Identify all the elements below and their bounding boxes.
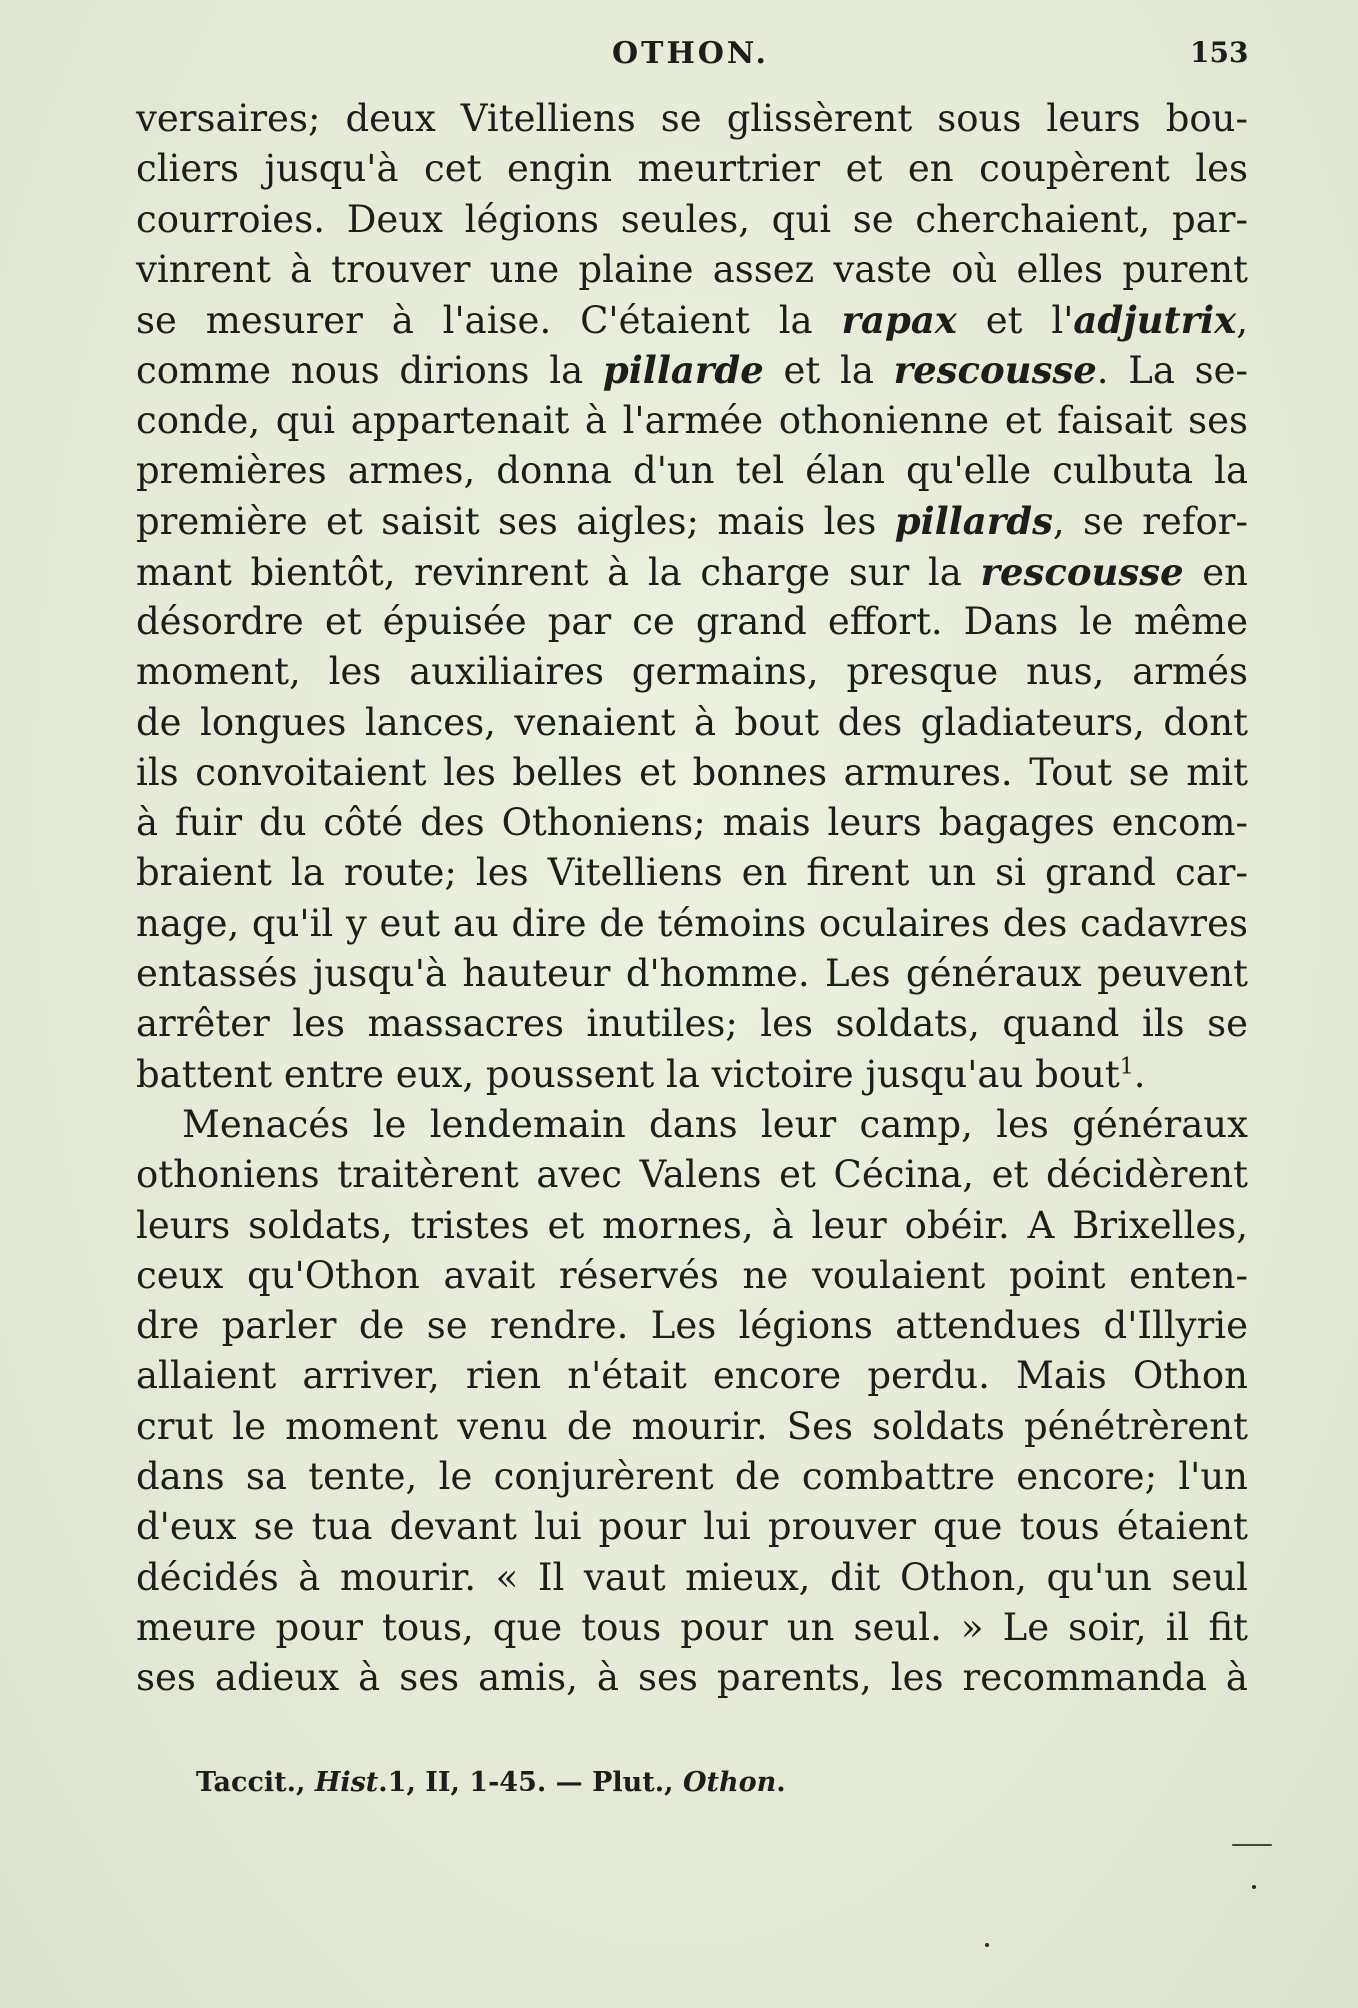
text-segment: décidés à mourir. « Il vaut mieux, dit Othon, qu'un seul xyxy=(136,1555,1248,1599)
text-segment: d'eux se tua devant lui pour lui prouver que tous étaient xyxy=(136,1505,1248,1549)
running-title: OTHON. xyxy=(612,36,769,71)
text-segment: allaient arriver, rien n'était encore perdu. Mais Othon xyxy=(136,1354,1248,1398)
body-text xyxy=(136,94,1248,1704)
text-segment: et l' xyxy=(956,299,1074,343)
text-segment: désordre et épuisée par ce grand effort. Dans le même xyxy=(136,599,1248,643)
text-line xyxy=(136,1603,1248,1653)
text-segment: othoniens traitèrent avec Valens et Cécina, et décidèrent xyxy=(136,1153,1248,1197)
text-line xyxy=(136,446,1248,496)
italic-term: pillarde xyxy=(602,348,764,393)
text-segment: , xyxy=(1236,299,1249,343)
text-line xyxy=(136,698,1248,748)
text-line xyxy=(136,1301,1248,1351)
text-segment: de longues lances, venaient à bout des gladiateurs, dont xyxy=(136,700,1248,744)
text-segment: meure pour tous, que tous pour un seul. » Le soir, il fit xyxy=(136,1605,1248,1649)
text-line xyxy=(136,295,1248,345)
text-segment: dans sa tente, le conjurèrent de combattre encore; l'un xyxy=(136,1455,1248,1499)
italic-term: Hist xyxy=(314,1767,379,1798)
text-segment: arrêter les massacres inutiles; les soldats, quand ils se xyxy=(136,1002,1248,1046)
text-segment: comme nous dirions la xyxy=(136,349,603,393)
text-segment: premières armes, donna d'un tel élan qu'elle culbuta la xyxy=(136,449,1248,493)
text-line xyxy=(136,597,1248,647)
text-segment: mant bientôt, revinrent à la charge sur la xyxy=(136,550,981,594)
text-line xyxy=(136,899,1248,949)
text-line xyxy=(136,647,1248,697)
text-segment: versaires; deux Vitelliens se glissèrent sous leurs bou- xyxy=(136,97,1248,140)
text-segment: vinrent à trouver une plaine assez vaste où elles purent xyxy=(136,247,1248,291)
text-segment: moment, les auxiliaires germains, presque nus, armés xyxy=(136,650,1248,694)
text-segment: nage, qu'il y eut au dire de témoins oculaires des cadavres xyxy=(136,901,1248,945)
italic-term: adjutrix xyxy=(1073,298,1237,343)
text-segment: conde, qui appartenait à l'armée othonienne et faisait ses xyxy=(136,398,1248,442)
text-segment: battent entre eux, poussent la victoire jusqu'au bout xyxy=(136,1052,1120,1096)
text-line xyxy=(136,1351,1248,1401)
italic-term: rapax xyxy=(841,298,957,343)
text-segment: Menacés le lendemain dans leur camp, les généraux xyxy=(182,1102,1248,1146)
text-segment: ils convoitaient les belles et bonnes armures. Tout se mit xyxy=(136,750,1248,794)
text-line xyxy=(136,848,1248,898)
text-line xyxy=(136,195,1248,245)
text-segment: entassés jusqu'à hauteur d'homme. Les généraux peuvent xyxy=(136,952,1248,996)
text-segment: ses adieux à ses amis, à ses parents, les recommanda à xyxy=(136,1656,1248,1700)
text-segment: leurs soldats, tristes et mornes, à leur obéir. A Brixelles, xyxy=(136,1203,1248,1247)
text-line xyxy=(136,1201,1248,1251)
text-line xyxy=(136,1050,1248,1100)
text-segment: en xyxy=(1183,550,1248,594)
text-line xyxy=(136,547,1248,597)
text-segment: . xyxy=(1133,1052,1146,1096)
text-line xyxy=(136,1251,1248,1301)
text-line xyxy=(136,949,1248,999)
text-line xyxy=(136,496,1248,546)
footnote xyxy=(196,1767,786,1798)
text-line xyxy=(136,1150,1248,1200)
text-line xyxy=(136,245,1248,295)
text-segment: .1, II, 1-45. — Plut., xyxy=(378,1767,683,1798)
page-number: 153 xyxy=(1190,36,1249,69)
text-line xyxy=(136,144,1248,194)
text-segment: Taccit., xyxy=(196,1767,315,1798)
italic-term: Othon xyxy=(682,1767,777,1798)
text-line xyxy=(136,1452,1248,1502)
text-segment: et la xyxy=(763,349,894,393)
text-line xyxy=(136,999,1248,1049)
footnote-marker: 1 xyxy=(1119,1054,1134,1080)
text-segment: dre parler de se rendre. Les légions attendues d'Illyrie xyxy=(136,1304,1248,1348)
text-segment: cliers jusqu'à cet engin meurtrier et en coupèrent les xyxy=(136,147,1248,191)
text-segment: première et saisit ses aigles; mais les xyxy=(136,500,895,544)
text-segment: à fuir du côté des Othoniens; mais leurs bagages encom- xyxy=(136,801,1248,845)
text-line xyxy=(136,1653,1248,1703)
text-segment: . La se- xyxy=(1096,349,1248,393)
running-head xyxy=(0,30,1358,70)
ink-speck xyxy=(985,1943,989,1947)
text-line xyxy=(136,748,1248,798)
text-segment: braient la route; les Vitelliens en firent un si grand car- xyxy=(136,851,1248,895)
text-line xyxy=(136,396,1248,446)
text-segment: ceux qu'Othon avait réservés ne voulaient point enten- xyxy=(136,1253,1248,1297)
text-line xyxy=(136,1100,1248,1150)
text-segment: , se refor- xyxy=(1052,500,1248,544)
text-line xyxy=(136,798,1248,848)
text-segment: se mesurer à l'aise. C'étaient la xyxy=(136,299,842,343)
italic-term: pillards xyxy=(894,499,1053,544)
italic-term: rescousse xyxy=(980,549,1184,594)
text-segment: crut le moment venu de mourir. Ses soldats pénétrèrent xyxy=(136,1404,1248,1448)
text-segment: courroies. Deux légions seules, qui se cherchaient, par- xyxy=(136,197,1248,241)
ink-speck xyxy=(1252,1885,1256,1889)
text-segment: . xyxy=(776,1767,786,1798)
ink-speck xyxy=(1232,1844,1272,1846)
text-line xyxy=(136,1502,1248,1552)
text-line xyxy=(136,1402,1248,1452)
italic-term: rescousse xyxy=(893,348,1097,393)
text-line xyxy=(136,1553,1248,1603)
text-line xyxy=(136,345,1248,395)
text-line xyxy=(136,94,1248,144)
